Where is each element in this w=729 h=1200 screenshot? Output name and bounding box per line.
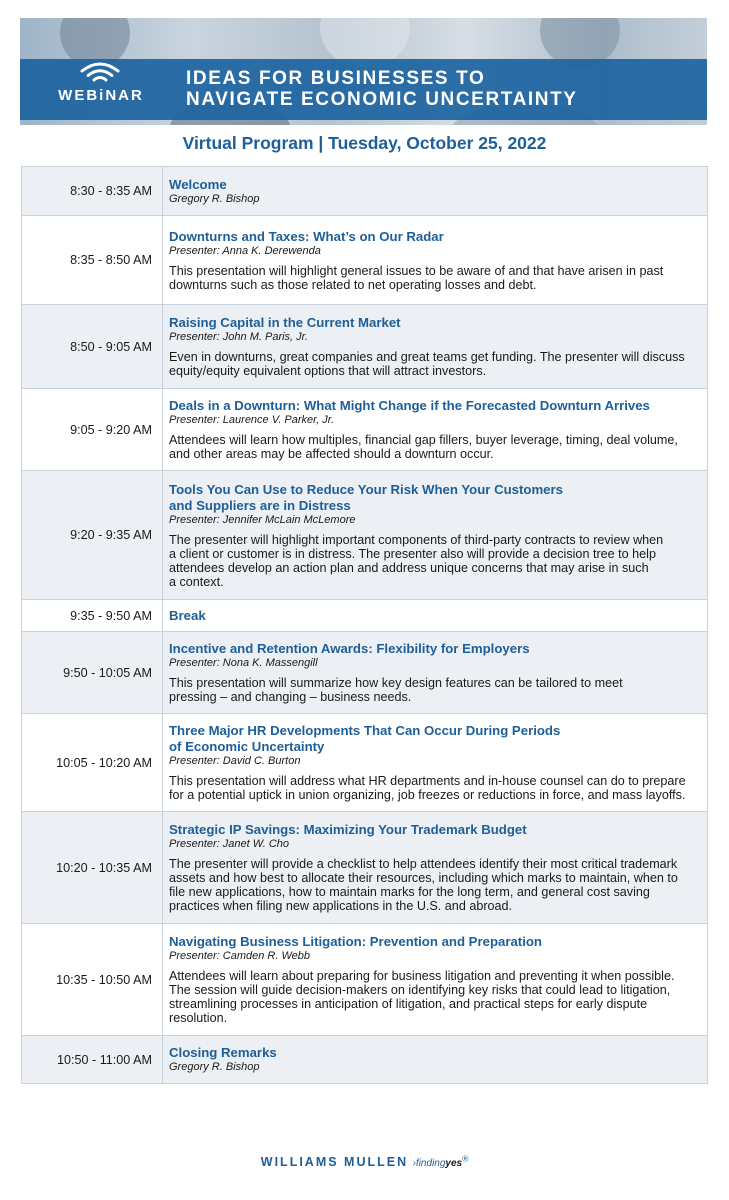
session-time: 8:50 - 9:05 AM (22, 305, 163, 389)
schedule-row (22, 632, 708, 714)
session-description: Attendees will learn how multiples, financial gap fillers, buyer leverage, timing, deal volume, and other areas may be affected should a downturn occur. (169, 433, 678, 461)
session-presenter: Presenter: Jennifer McLain McLemore (169, 513, 356, 526)
tagline-finding: finding (415, 1158, 446, 1169)
schedule-row (22, 600, 708, 632)
schedule-table (21, 166, 708, 1084)
session-time: 9:50 - 10:05 AM (22, 632, 163, 714)
session-title: Deals in a Downturn: What Might Change if the Forecasted Downturn Arrives (169, 398, 650, 413)
footer-logo (0, 1153, 729, 1171)
session-description: This presentation will summarize how key design features can be tailored to meet pressing – and changing – business needs. (169, 676, 623, 704)
session-time: 10:35 - 10:50 AM (22, 924, 163, 1036)
session-presenter: Presenter: Anna K. Derewenda (169, 244, 321, 257)
schedule-row (22, 305, 708, 389)
session-time: 8:30 - 8:35 AM (22, 167, 163, 216)
session-presenter: Gregory R. Bishop (169, 192, 260, 205)
session-presenter: Presenter: Nona K. Massengill (169, 657, 318, 669)
session-detail (163, 714, 708, 812)
wifi-icon (78, 60, 122, 84)
schedule-row (22, 924, 708, 1036)
session-detail (163, 812, 708, 924)
session-detail (163, 167, 708, 216)
session-title: Navigating Business Litigation: Prevention and Preparation (169, 934, 542, 949)
banner-title: IDEAS FOR BUSINESSES TO NAVIGATE ECONOMIC UNCERTAINTY (186, 68, 578, 110)
session-presenter: Presenter: Laurence V. Parker, Jr. (169, 414, 335, 426)
session-detail (163, 305, 708, 389)
session-detail (163, 216, 708, 305)
session-title: Welcome (169, 176, 227, 192)
session-description: Even in downturns, great companies and great teams get funding. The presenter will discuss equity/equity equivalent options that will attract investors. (169, 350, 685, 378)
session-time: 9:05 - 9:20 AM (22, 389, 163, 471)
session-description: The presenter will provide a checklist to help attendees identify their most critical trademark assets and how best to allocate their resources, including which marks to maintain, when to file new applications, how to maintain marks for the long term, and general cost saving practices when filing new applications in the U.S. and abroad. (169, 857, 678, 913)
registered-mark: ® (462, 1153, 469, 1164)
schedule-row (22, 216, 708, 305)
tagline-yes: yes (445, 1158, 463, 1169)
session-time: 10:50 - 11:00 AM (22, 1036, 163, 1084)
schedule-row (22, 812, 708, 924)
schedule-row (22, 167, 708, 216)
session-title: Break (169, 607, 206, 623)
session-title: Downturns and Taxes: What’s on Our Radar (169, 228, 444, 244)
session-detail (163, 924, 708, 1036)
tagline-chevron-icon: › (412, 1158, 416, 1169)
session-time: 10:20 - 10:35 AM (22, 812, 163, 924)
firm-name: WILLIAMS MULLEN (260, 1155, 409, 1169)
session-time: 10:05 - 10:20 AM (22, 714, 163, 812)
header-banner (20, 18, 707, 125)
webinar-badge: WEBiNAR (58, 87, 144, 104)
session-title: Three Major HR Developments That Can Occur During Periods of Economic Uncertainty (169, 723, 561, 754)
session-detail (163, 600, 708, 632)
session-description: The presenter will highlight important components of third-party contracts to review when a client or customer is in distress. The presenter also will provide a decision tree to help attendees develop an action plan and address unique concerns that may arise in such a context. (169, 532, 664, 589)
session-title: Raising Capital in the Current Market (169, 315, 401, 330)
schedule-row (22, 389, 708, 471)
session-title: Closing Remarks (169, 1045, 277, 1060)
session-detail (163, 471, 708, 600)
schedule-row (22, 714, 708, 812)
session-title: Tools You Can Use to Reduce Your Risk When Your Customers and Suppliers are in Distress (169, 481, 563, 513)
program-subtitle: Virtual Program | Tuesday, October 25, 2022 (182, 133, 547, 153)
session-detail (163, 1036, 708, 1084)
session-title: Strategic IP Savings: Maximizing Your Trademark Budget (169, 822, 527, 837)
session-description: This presentation will address what HR departments and in-house counsel can do to prepare for a potential uptick in union organizing, job freezes or reductions in force, and mass layoffs. (169, 774, 686, 802)
session-description: Attendees will learn about preparing for business litigation and preventing it when possible. The session will guide decision-makers on identifying key risks that could lead to litigation, streamlining processes in anticipation of litigation, and practical steps for early dispute resolution. (169, 969, 675, 1025)
schedule-row (22, 471, 708, 600)
session-presenter: Gregory R. Bishop (169, 1061, 260, 1073)
firm-tagline (412, 1153, 469, 1169)
session-time: 9:20 - 9:35 AM (22, 471, 163, 600)
session-presenter: Presenter: David C. Burton (169, 755, 301, 767)
session-presenter: Presenter: John M. Paris, Jr. (169, 331, 308, 343)
session-time: 9:35 - 9:50 AM (22, 600, 163, 632)
session-presenter: Presenter: Camden R. Webb (169, 950, 311, 962)
schedule-row (22, 1036, 708, 1084)
session-time: 8:35 - 8:50 AM (22, 216, 163, 305)
session-presenter: Presenter: Janet W. Cho (169, 838, 290, 850)
session-detail (163, 632, 708, 714)
session-detail (163, 389, 708, 471)
session-description: This presentation will highlight general issues to be aware of and that have arisen in past downturns such as those related to net operating losses and debt. (169, 263, 664, 292)
session-title: Incentive and Retention Awards: Flexibility for Employers (169, 641, 530, 656)
